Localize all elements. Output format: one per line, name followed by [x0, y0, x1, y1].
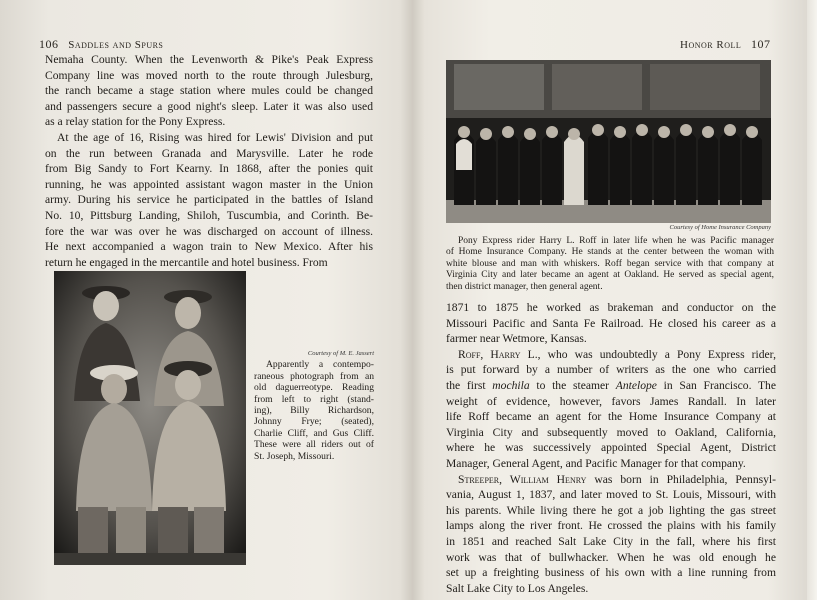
riders-caption-line: Charlie Cliff, and Gus Cliff.: [254, 427, 374, 439]
staff-caption-line: Virginia City and later became an agent at Oakland. He served as special agent,: [446, 270, 774, 281]
roff-line: life Roff became an agent for the Home Insurance Company at: [446, 410, 776, 424]
streeper-name: Streeper, William Henry: [458, 472, 587, 486]
right-paragraph-1-line: 1871 to 1875 he worked as brakeman and conductor on the: [446, 301, 776, 314]
roff-line: weight of evidence, however, favors James Randall. In later: [446, 394, 776, 408]
roff-line: Manager, General Agent, and Pacific Manager for that company.: [446, 456, 746, 470]
left-page-header: [39, 37, 163, 52]
streeper-line: in 1851 and reached Salt Lake City in the fall, where his first: [446, 534, 776, 548]
left-paragraph-2-line: return he engaged in the mercantile and hotel business. From: [45, 255, 328, 269]
streeper-line-first: was born in Philadelphia, Pennsyl-: [586, 472, 777, 486]
left-page-number: 106: [39, 37, 59, 51]
streeper-line: vania, August 1, 1837, and later moved to St. Louis, Missouri, with: [446, 488, 776, 502]
left-paragraph-2-line: He next accompanied a wagon train to New Mexico. After his: [45, 240, 373, 254]
staff-caption-line: white blouse and man with whiskers. Roff began service with that company at: [446, 258, 774, 269]
riders-group-photo: [54, 271, 246, 565]
left-paragraph-1-line: the ranch became a stage station where mules could be changed: [45, 84, 373, 98]
riders-caption-line: raneous photograph from an: [254, 370, 374, 382]
roff-line: is put forward by a number of writers as the one who carried: [446, 363, 776, 377]
staff-caption-line: Pony Express rider Harry L. Roff in later life when he was Pacific manager: [458, 236, 774, 246]
right-paragraph-1: [446, 300, 776, 347]
right-page: [410, 0, 817, 600]
riders-caption-line: from left to right (stand-: [254, 393, 374, 405]
riders-photo-image: [54, 271, 246, 565]
left-paragraph-2-line: on the run between Granada and Marysville. Later he rode: [45, 146, 373, 160]
left-paragraph-1-line: as a relay station for the Pony Express.: [45, 115, 226, 129]
riders-caption-line: Apparently a contempo-: [266, 359, 374, 371]
riders-caption-line: old daguerreotype. Reading: [254, 382, 374, 394]
right-page-header: [680, 37, 771, 52]
left-paragraph-2-line: No. 10, Pittsburg Landing, Shiloh, Tuscumbia, and Corinth. Be-: [45, 208, 373, 222]
roff-line: Virginia City and subsequently moved to Oakland, California,: [446, 425, 776, 439]
riders-photo-credit: Courtesy of M. E. Jassert: [307, 350, 374, 357]
left-paragraph-1: [45, 52, 373, 130]
left-running-head: Saddles and Spurs: [68, 39, 164, 51]
page-edge: [807, 0, 817, 600]
riders-photo-caption: [254, 359, 374, 462]
left-paragraph-1-line: and passengers secure a good night's sleep. Later it was also used: [45, 99, 373, 113]
right-body-text: [446, 300, 776, 596]
streeper-lines: [446, 487, 776, 596]
left-paragraph-1-line: Company line was moved north to the route through Julesburg,: [45, 68, 373, 82]
staff-photo-caption: [446, 236, 774, 293]
home-insurance-staff-photo: [446, 60, 771, 223]
roff-name: Roff, Harry L.: [458, 347, 538, 361]
staff-caption-line: of Home Insurance Company. He stands at the center between the woman with: [446, 247, 774, 258]
left-paragraph-2: [45, 130, 373, 270]
roff-line: the first mochila to the steamer Antelope in San Francisco. The: [446, 378, 777, 392]
roff-lines: [446, 362, 776, 471]
riders-caption-line: Johnny Frye; (seated),: [254, 416, 374, 428]
roff-line-first: , who was undoubtedly a Pony Express rider,: [537, 347, 776, 361]
staff-caption-line: then district manager, then general agent.: [446, 281, 603, 292]
left-paragraph-2-line: fore the war was over he was discharged on account of illness.: [45, 224, 373, 238]
streeper-line: work was that of bullwhacker. When he was old enough he: [446, 550, 776, 564]
streeper-line: set up a freighting business of his own with a line running from: [446, 566, 776, 580]
streeper-line: Salt Lake City to Los Angeles.: [446, 581, 589, 595]
roff-line: where he was successively appointed Special Agent, District: [446, 441, 776, 455]
right-running-head: Honor Roll: [680, 39, 742, 51]
right-paragraph-1-line: farmer near Wetmore, Kansas.: [446, 332, 587, 346]
streeper-paragraph: [446, 472, 776, 597]
right-page-number: 107: [751, 37, 771, 51]
roff-paragraph: [446, 347, 776, 472]
right-paragraph-1-line: Missouri Pacific and Santa Fe Railroad. He closed his career as a: [446, 316, 776, 330]
riders-caption-line: ing), Billy Richardson,: [254, 405, 374, 417]
streeper-line: his parents. While living there he got a job lighting the gas street: [446, 503, 776, 517]
riders-photo-caption-block: [254, 348, 374, 462]
left-paragraph-2-line: from Big Sandy to Fort Kearny. In 1868, after the ponies quit: [45, 162, 373, 176]
left-body-text: [45, 52, 373, 270]
left-paragraph-2-line: army. During his service he participated in the battles of Island: [45, 193, 373, 207]
riders-caption-line: These were all riders out of: [254, 439, 374, 451]
staff-photo-caption-lines: [446, 236, 774, 293]
staff-photo-image: [446, 60, 771, 223]
left-paragraph-2-line: running, he was appointed assistant wagon master in the Union: [45, 177, 373, 191]
streeper-line: lamps along the river front. He crossed the plains with his family: [446, 519, 776, 533]
left-paragraph-1-line: Nemaha County. When the Levenworth & Pike's Peak Express: [45, 53, 373, 66]
left-paragraph-2-line: At the age of 16, Rising was hired for Lewis' Division and put: [57, 130, 373, 144]
staff-photo-credit: Courtesy of Home Insurance Company: [669, 224, 771, 231]
riders-caption-line: St. Joseph, Missouri.: [254, 450, 335, 462]
